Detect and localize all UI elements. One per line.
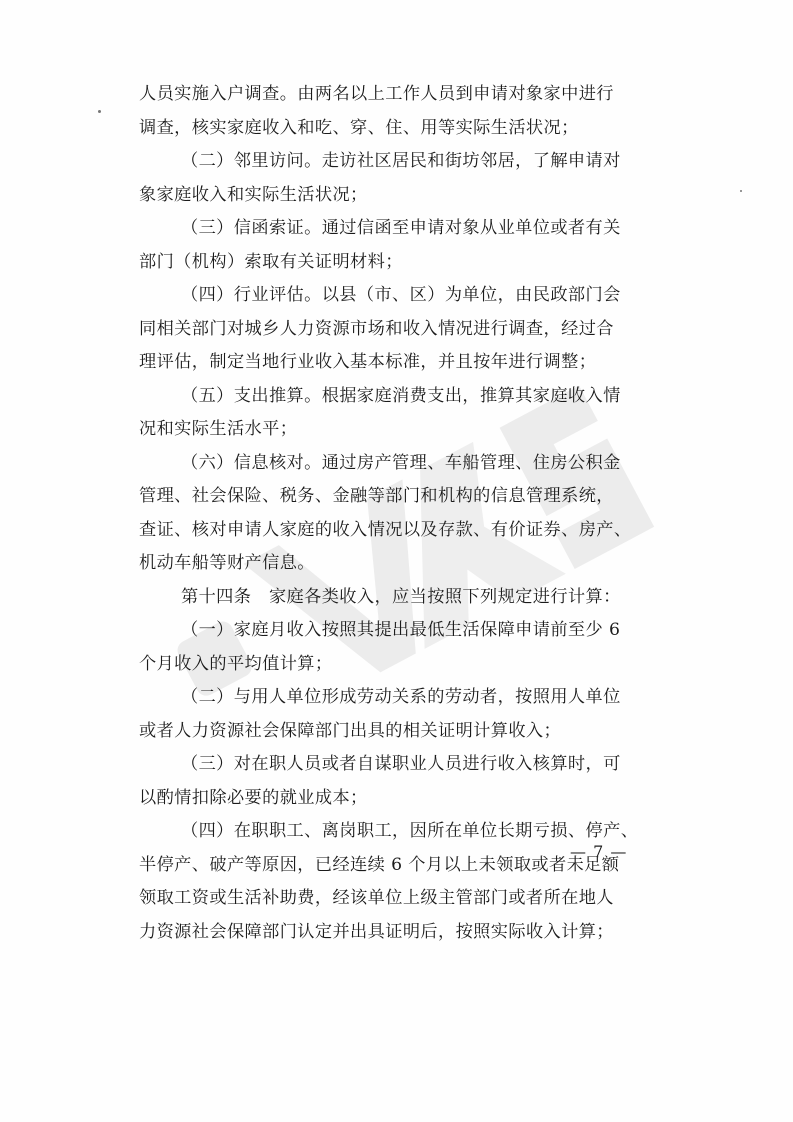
text-line: （六）信息核对。通过房产管理、车船管理、住房公积金 — [181, 452, 621, 473]
text-line: （三）信函索证。通过信函至申请对象从业单位或者有关 — [181, 218, 621, 238]
text-line: 况和实际生活水平； — [139, 419, 298, 439]
text-line: 个月收入的平均值计算； — [139, 653, 333, 674]
text-line: （二）邻里访问。走访社区居民和街坊邻居，了解申请对 — [181, 151, 621, 171]
text-line: （五）支出推算。根据家庭消费支出，推算其家庭收入情 — [181, 385, 621, 406]
text-line: 人员实施入户调查。由两名以上工作人员到申请对象家中进行 — [139, 84, 614, 104]
text-line: 调查，核实家庭收入和吃、穿、住、用等实际生活状况； — [139, 117, 579, 138]
text-line: 半停产、破产等原因，已经连续 6 个月以上未领取或者未足额 — [139, 854, 620, 875]
text-line: 机动车船等财产信息。 — [139, 553, 315, 573]
text-line: （四）在职职工、离岗职工，因所在单位长期亏损、停产、 — [181, 821, 639, 841]
text-line: 或者人力资源社会保障部门出具的相关证明计算收入； — [139, 720, 562, 741]
page-number: — 7 — — [570, 842, 628, 861]
text-line: 管理、社会保险、税务、金融等部门和机构的信息管理系统， — [139, 486, 614, 506]
text-line: 力资源社会保障部门认定并出具证明后，按照实际收入计算； — [139, 921, 614, 942]
body-text — [139, 78, 639, 949]
text-line: 查证、核对申请人家庭的收入情况以及存款、有价证券、房产、 — [139, 519, 632, 540]
text-line: （三）对在职人员或者自谋职业人员进行收入核算时，可 — [181, 754, 621, 774]
text-line: （四）行业评估。以县（市、区）为单位，由民政部门会 — [181, 285, 621, 305]
text-line: （一）家庭月收入按照其提出最低生活保障申请前至少 6 — [181, 620, 621, 640]
text-line: 同相关部门对城乡人力资源市场和收入情况进行调查，经过合 — [139, 318, 614, 339]
text-line: 象家庭收入和实际生活状况； — [139, 184, 368, 205]
scan-speck — [740, 190, 742, 192]
text-line: （二）与用人单位形成劳动关系的劳动者，按照用人单位 — [181, 687, 621, 707]
text-line: 领取工资或生活补助费，经该单位上级主管部门或者所在地人 — [139, 888, 614, 908]
text-line: 理评估，制定当地行业收入基本标准，并且按年进行调整； — [139, 352, 597, 372]
text-line: 以酌情扣除必要的就业成本； — [139, 787, 368, 808]
scan-speck — [98, 110, 101, 113]
text-line: 第十四条 家庭各类收入，应当按照下列规定进行计算： — [181, 586, 621, 607]
text-line: 部门（机构）索取有关证明材料； — [139, 251, 403, 272]
